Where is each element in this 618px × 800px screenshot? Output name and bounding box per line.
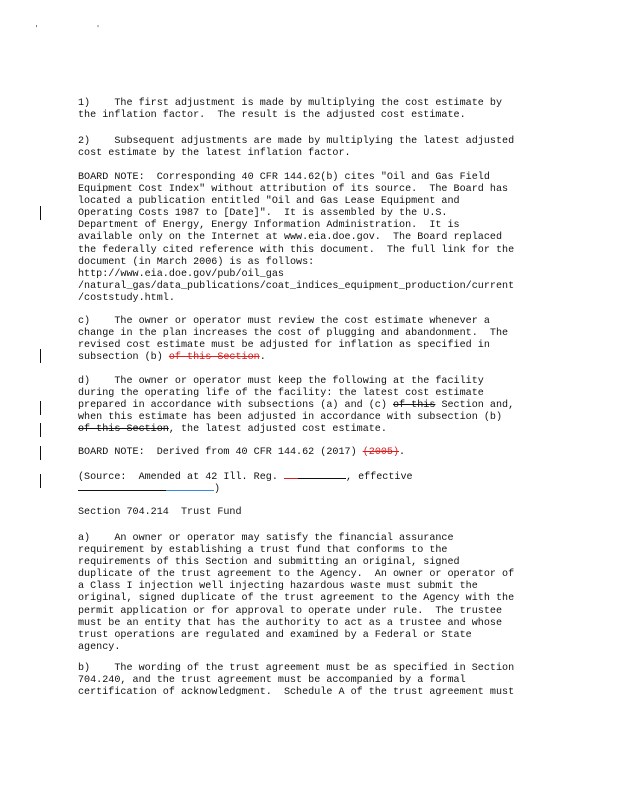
struck-text: of this [392,400,436,412]
change-bar [40,401,41,415]
paragraph-item-b: b) The wording of the trust agreement must be as specified in Section 704.240, and the trust agreement must be accompanied by a formal certification of acknowledgment. Schedule A of the trust agreement must [78,663,515,699]
blank-register-page [298,478,346,479]
struck-year: (2005) [362,447,400,458]
change-bar [40,474,41,488]
paragraph-item-2: 2) Subsequent adjustments are made by multiplying the latest adjusted cost estimate by the latest inflation factor. [78,136,515,160]
change-bar [40,446,41,460]
change-bar [40,423,41,437]
blank-effective-date-1 [78,490,166,491]
blank-effective-date-2 [166,490,214,491]
board-note-2: BOARD NOTE: Derived from 40 CFR 144.62 (2017) (2005). [78,447,406,458]
corner-marks: ' ' [34,24,127,33]
paragraph-item-1: 1) The first adjustment is made by multiplying the cost estimate by the inflation factor. The result is the adjusted cost estimate. [78,98,503,122]
paragraph-item-a: a) An owner or operator may satisfy the financial assurance requirement by establishing a trust fund that conforms to the requirements of this Section and submitting an original, signed duplicate of the trust agreement to the Agency. An owner or operator of a Class I injection well injecting hazardous waste must submit the original, signed duplicate of the trust agreement to the Agency with the permit application or for approval to operate under rule. The trustee must be an entity that has the authority to act as a trustee and whose trust operations are regulated and examined by a Federal or State agency. [78,533,515,653]
paragraph-item-d: d) The owner or operator must keep the following at the facility during the operating life of the facility: the latest cost estimate prepared in accordance with subsections (a) and (c) of this Section and, when this estimate has been adjusted in accordance with subsection (b) of this Section, the latest adjusted cost estimate. [78,376,515,436]
blank-register-volume [284,478,298,479]
board-note-1: BOARD NOTE: Corresponding 40 CFR 144.62(b) cites "Oil and Gas Field Equipment Cost Index" without attribution of its source. The Board has located a publication entitled "Oil and Gas Lease Equipment and Operating Costs 1987 to [Date]". It is assembled by the U.S. Department of Energy, Energy Information Administration. It is available only on the Internet at www.eia.doe.gov. The Board replaced the federally cited reference with this document. The full link for the document (in March 2006) is as follows: http://www.eia.doe.gov/pub/oil_gas /natural_gas/data_publications/coat_indices_equipment_production/current /coststudy.html. [78,172,515,304]
paragraph-item-c: c) The owner or operator must review the cost estimate whenever a change in the plan increases the cost of plugging and abandonment. The revised cost estimate must be adjusted for inflation as specified in subsection (b) of this Section. [78,316,509,364]
source-note: (Source: Amended at 42 Ill. Reg. , effective ) [78,472,413,496]
section-heading: Section 704.214 Trust Fund [78,507,242,518]
change-bar [40,206,41,220]
struck-text: of this Section [78,424,169,436]
change-bar [40,349,41,363]
struck-text: of this Section [168,352,260,364]
